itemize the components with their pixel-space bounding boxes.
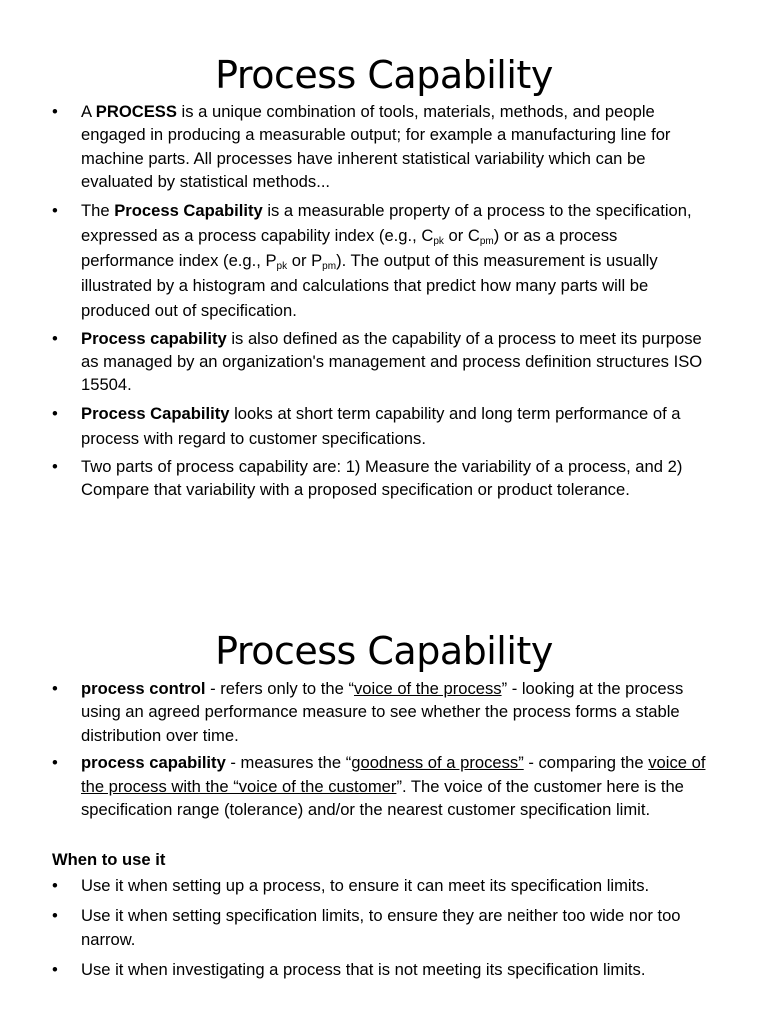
when-to-use-list bbox=[52, 874, 714, 986]
bullet-short-long-term: • Process Capability looks at short term capability and long term performance of a process with regard to customer specifications. bbox=[52, 401, 714, 451]
subscript: pm bbox=[479, 235, 494, 247]
bullet-icon: • bbox=[52, 200, 58, 220]
bullet-icon: • bbox=[52, 906, 58, 926]
bullet-icon: • bbox=[52, 102, 58, 121]
bold-term: PROCESS bbox=[95, 102, 177, 121]
slide-1-bullet-list bbox=[52, 100, 714, 506]
bullet-icon: • bbox=[52, 753, 58, 773]
bold-term: Process Capability bbox=[114, 200, 263, 220]
subscript: pk bbox=[433, 235, 444, 247]
bullet-icon: • bbox=[52, 960, 58, 980]
when-to-use-heading: When to use it bbox=[52, 850, 166, 869]
underlined-phrase: voice of the process bbox=[353, 679, 502, 698]
slide-2-title: Process Capability bbox=[215, 629, 553, 673]
bullet-icon: • bbox=[52, 328, 58, 348]
slide-2-definition-list bbox=[52, 677, 714, 825]
bullet-when-investigating: • Use it when investigating a process that is not meeting its specification limits. bbox=[52, 958, 714, 981]
bullet-icon: • bbox=[52, 679, 58, 698]
subscript: pm bbox=[322, 260, 337, 272]
bullet-icon: • bbox=[52, 403, 58, 423]
slide-2 bbox=[0, 572, 768, 1024]
bold-term: Process Capability bbox=[81, 403, 230, 423]
bullet-when-spec-limits: • Use it when setting specification limits, to ensure they are neither too wide nor too narrow. bbox=[52, 906, 681, 949]
bullet-iso-definition: • Process capability is also defined as the capability of a process to meet its purpose as managed by an organization's management and process definition structures ISO 15504. bbox=[52, 328, 703, 395]
bullet-process-capability-index: • The Process Capability is a measurable property of a process to the specification, expressed as a process capability index (e.g., $C_{pk}$ or $C_{pm}$) or as a process performance index (e.g., $P_{pk}$ or $P_{pm}$). The output of this measurement is usually illustrated by a histogram and calculations that predict how many parts will be produced out of specification. bbox=[52, 198, 714, 323]
underlined-phrase: goodness of a process” bbox=[351, 753, 524, 773]
bold-term: process control bbox=[81, 679, 206, 698]
bullet-process-control: • process control - refers only to the “voice of the process” - looking at the process using an agreed performance measure to see whether the process forms a stable distribution over time. bbox=[52, 679, 684, 745]
bullet-when-setup: • Use it when setting up a process, to ensure it can meet its specification limits. bbox=[52, 874, 714, 897]
bullet-icon: • bbox=[52, 876, 58, 895]
bullet-two-parts: • Two parts of process capability are: 1) Measure the variability of a process, and 2) Compare that variability with a proposed specification or product tolerance. bbox=[52, 456, 683, 500]
bullet-process-definition: • A PROCESS is a unique combination of tools, materials, methods, and people engaged in producing a measurable output; for example a manufacturing line for machine parts. All processes have inherent statistical variability which can be evaluated by statistical methods... bbox=[52, 102, 671, 192]
subscript: pk bbox=[276, 260, 288, 272]
underlined-phrase: voice of the process with the “voice of the customer bbox=[81, 753, 706, 796]
bullet-process-capability: • process capability - measures the “goodness of a process” - comparing the voice of the process with the “voice of the customer”. The voice of the customer here is the specification range (tolerance) and/or the nearest customer specification limit. bbox=[52, 753, 706, 820]
bold-term: process capability bbox=[81, 753, 226, 773]
bullet-icon: • bbox=[52, 456, 58, 476]
slide-1-title: Process Capability bbox=[215, 53, 553, 97]
bold-term: Process capability bbox=[81, 328, 227, 348]
